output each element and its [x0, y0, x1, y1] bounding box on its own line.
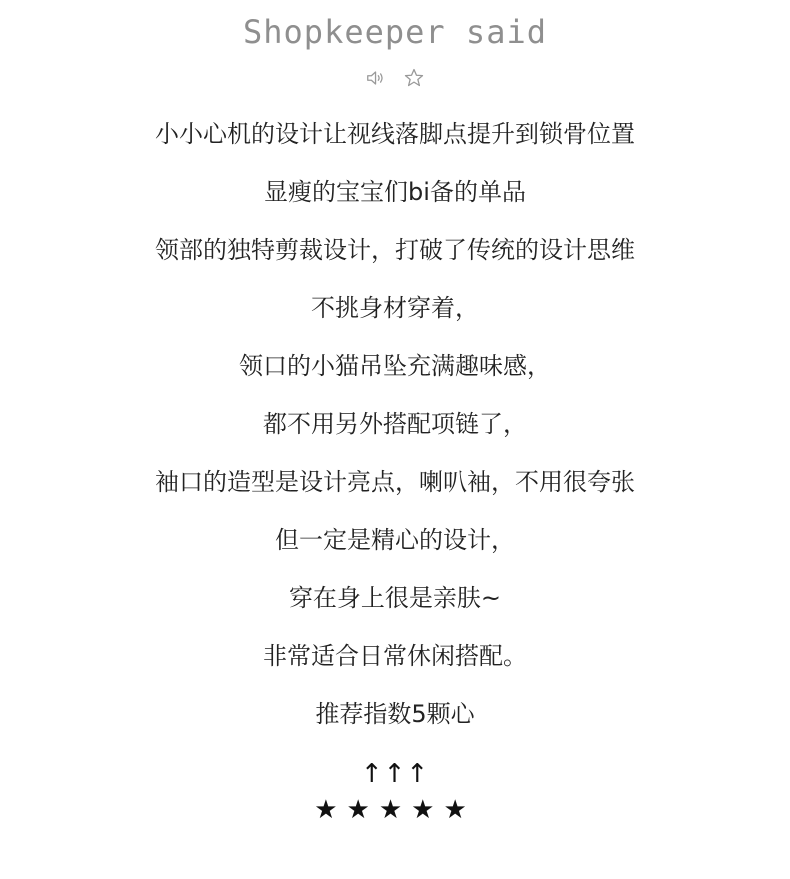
description-line: 小小心机的设计让视线落脚点提升到锁骨位置: [155, 120, 635, 148]
description-line: 非常适合日常休闲搭配。: [263, 642, 527, 670]
description-line: 但一定是精心的设计，: [275, 526, 515, 554]
description-line: 推荐指数5颗心: [315, 700, 475, 728]
rating-stars: ★★★★★: [314, 795, 476, 825]
description-line: 都不用另外搭配项链了，: [263, 410, 527, 438]
description-line: 穿在身上很是亲肤~: [288, 584, 502, 612]
description-line: 袖口的造型是设计亮点，喇叭袖，不用很夸张: [155, 468, 635, 496]
star-outline-icon[interactable]: [402, 66, 426, 90]
description-line: 显瘦的宝宝们bi备的单品: [264, 178, 526, 206]
page-title: Shopkeeper said: [243, 13, 547, 51]
description-line: 领部的独特剪裁设计，打破了传统的设计思维: [155, 236, 635, 264]
description-line: 领口的小猫吊坠充满趣味感，: [239, 352, 551, 380]
description-line: 不挑身材穿着，: [311, 294, 479, 322]
description-lines: [0, 114, 790, 752]
up-arrows: ↑↑↑: [360, 759, 430, 789]
title-icon-row: [0, 66, 790, 90]
speaker-icon[interactable]: [364, 66, 388, 90]
